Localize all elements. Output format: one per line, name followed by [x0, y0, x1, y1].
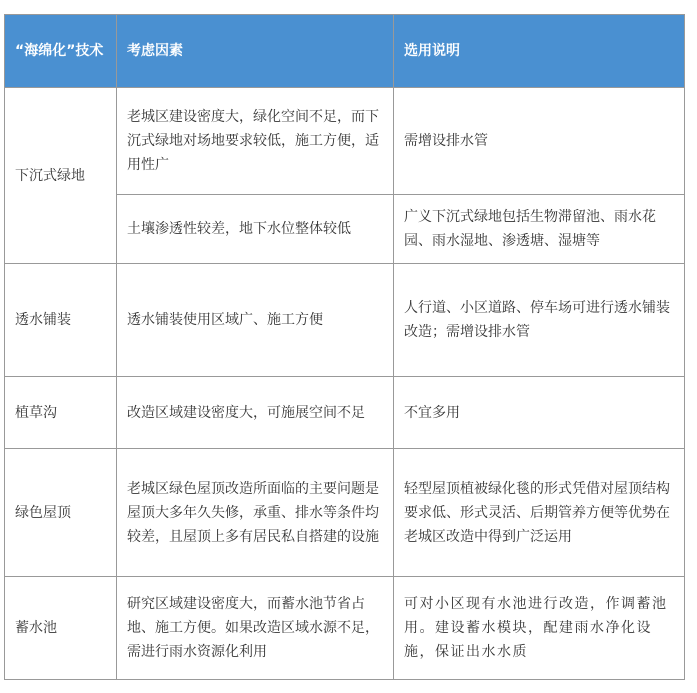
table-row: [5, 88, 685, 195]
factors-cell: 老城区建设密度大，绿化空间不足，而下沉式绿地对场地要求较低，施工方便，适用性广: [117, 88, 394, 195]
notes-cell: 可对小区现有水池进行改造，作调蓄池用。建设蓄水模块，配建雨水净化设施，保证出水水质: [394, 577, 685, 680]
notes-cell: 需增设排水管: [394, 88, 685, 195]
factors-cell: 改造区域建设密度大，可施展空间不足: [117, 377, 394, 449]
header-technique: “海绵化”技术: [5, 15, 117, 88]
sponge-technology-table: [4, 14, 685, 680]
table-row: [5, 264, 685, 377]
notes-cell: 人行道、小区道路、停车场可进行透水铺装改造；需增设排水管: [394, 264, 685, 377]
table-row: [5, 449, 685, 577]
factors-cell: 研究区域建设密度大，而蓄水池节省占地、施工方便。如果改造区域水源不足，需进行雨水资源化利用: [117, 577, 394, 680]
table-row: [5, 577, 685, 680]
header-notes: 选用说明: [394, 15, 685, 88]
header-factors: 考虑因素: [117, 15, 394, 88]
notes-cell: 广义下沉式绿地包括生物滞留池、雨水花园、雨水湿地、渗透塘、湿塘等: [394, 195, 685, 264]
technique-cell: 下沉式绿地: [5, 88, 117, 264]
technique-cell: 蓄水池: [5, 577, 117, 680]
technique-cell: 绿色屋顶: [5, 449, 117, 577]
table-header-row: [5, 15, 685, 88]
table-row: [5, 377, 685, 449]
factors-cell: 透水铺装使用区域广、施工方便: [117, 264, 394, 377]
factors-cell: 老城区绿色屋顶改造所面临的主要问题是屋顶大多年久失修，承重、排水等条件均较差，且屋顶上多有居民私自搭建的设施: [117, 449, 394, 577]
notes-cell: 轻型屋顶植被绿化毯的形式凭借对屋顶结构要求低、形式灵活、后期管养方便等优势在老城区改造中得到广泛运用: [394, 449, 685, 577]
technique-cell: 透水铺装: [5, 264, 117, 377]
table-container: [4, 14, 684, 680]
notes-cell: 不宜多用: [394, 377, 685, 449]
factors-cell: 土壤渗透性较差，地下水位整体较低: [117, 195, 394, 264]
technique-cell: 植草沟: [5, 377, 117, 449]
